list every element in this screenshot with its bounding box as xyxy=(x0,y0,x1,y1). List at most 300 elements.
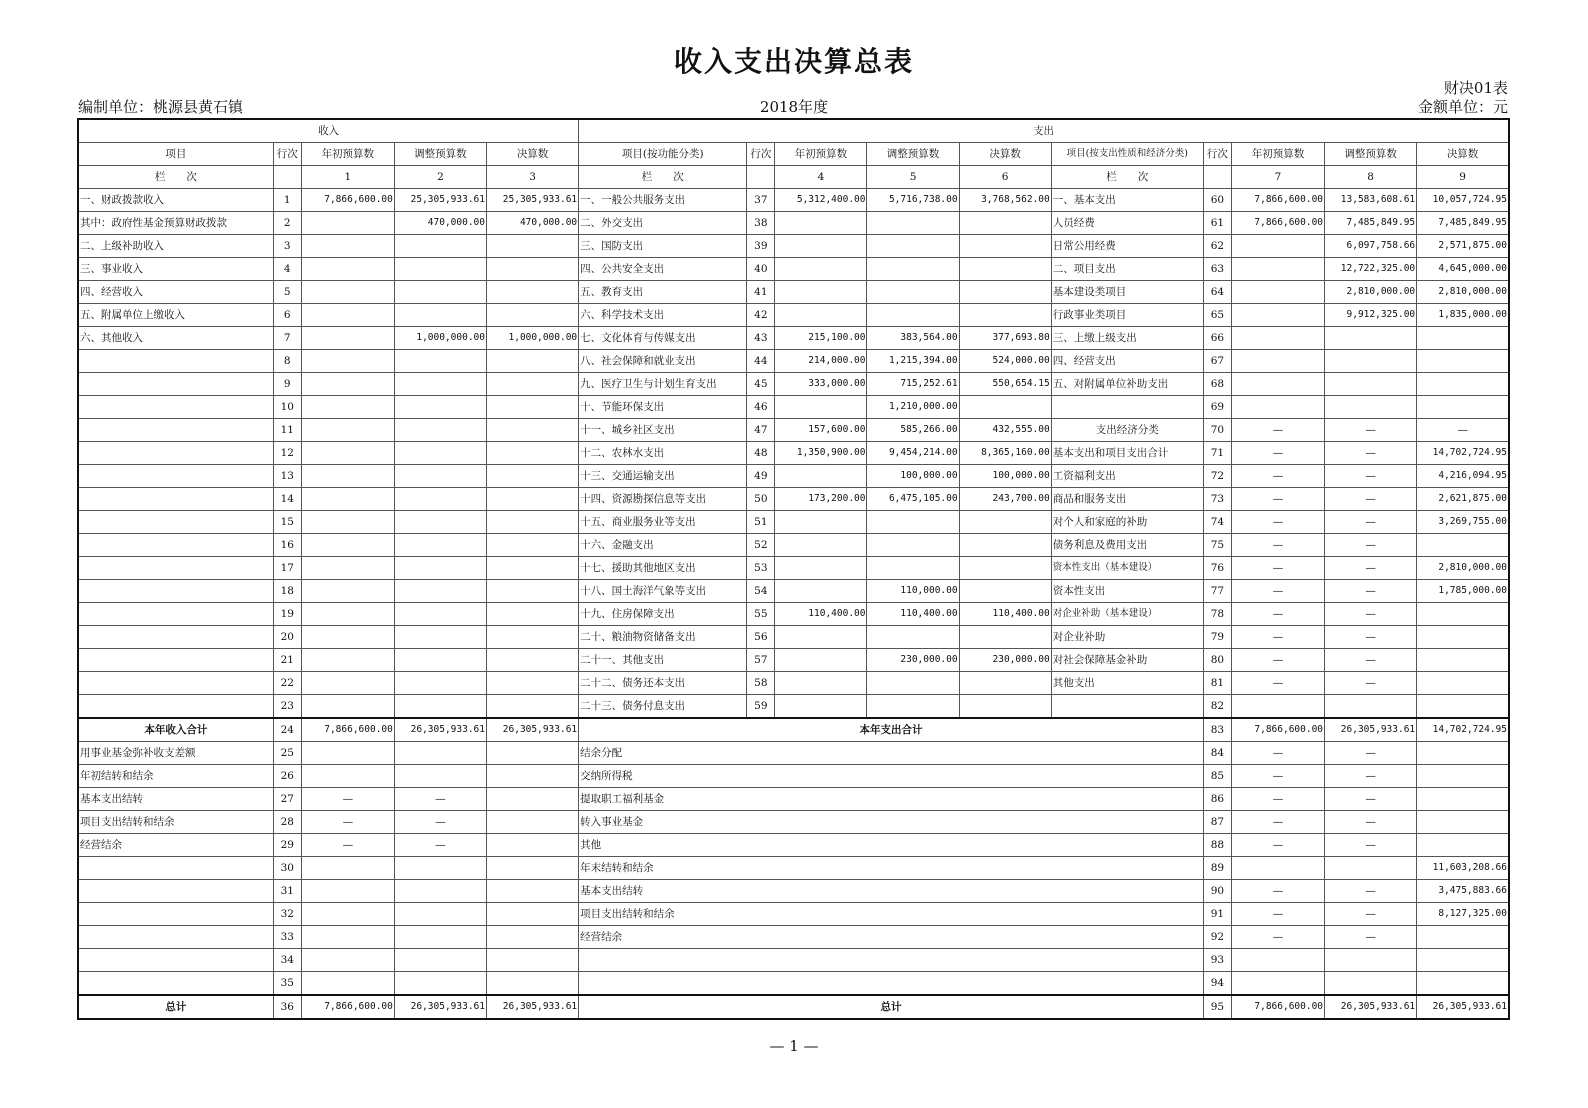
table-cell: 63 xyxy=(1203,258,1231,281)
table-cell xyxy=(486,511,578,534)
table-cell xyxy=(1325,695,1417,719)
table-cell: 2,621,875.00 xyxy=(1417,488,1509,511)
table-cell xyxy=(486,281,578,304)
table-cell xyxy=(78,373,273,396)
table-cell xyxy=(1231,396,1324,419)
table-row xyxy=(78,304,1509,327)
table-cell: 92 xyxy=(1203,926,1231,949)
table-cell: 47 xyxy=(747,419,775,442)
table-cell xyxy=(775,626,867,649)
table-cell xyxy=(394,534,486,557)
table-cell: 470,000.00 xyxy=(486,212,578,235)
table-cell: 45 xyxy=(747,373,775,396)
table-cell: — xyxy=(1231,880,1324,903)
table-cell: 32 xyxy=(273,903,301,926)
table-cell xyxy=(1325,949,1417,972)
table-cell: 四、经营支出 xyxy=(1051,350,1203,373)
table-row xyxy=(78,189,1509,212)
table-cell xyxy=(486,672,578,695)
table-cell: 15 xyxy=(273,511,301,534)
table-cell: 基本支出和项目支出合计 xyxy=(1051,442,1203,465)
table-cell xyxy=(394,603,486,626)
column-header: 调整预算数 xyxy=(867,143,959,166)
table-cell xyxy=(959,580,1051,603)
table-cell: 89 xyxy=(1203,857,1231,880)
table-cell xyxy=(301,903,394,926)
table-cell xyxy=(394,972,486,996)
table-cell xyxy=(394,903,486,926)
table-cell xyxy=(775,281,867,304)
page-number: — 1 — xyxy=(769,1037,819,1055)
table-cell: 本年收入合计 xyxy=(78,718,273,742)
table-cell xyxy=(486,419,578,442)
table-cell: — xyxy=(1231,603,1324,626)
table-cell: 14,702,724.95 xyxy=(1417,442,1509,465)
table-cell: 7,485,849.95 xyxy=(1417,212,1509,235)
table-cell: 29 xyxy=(273,834,301,857)
table-cell: 36 xyxy=(273,995,301,1019)
column-header: 决算数 xyxy=(486,143,578,166)
table-cell xyxy=(78,465,273,488)
table-cell: 其中：政府性基金预算财政拨款 xyxy=(78,212,273,235)
table-cell xyxy=(775,465,867,488)
table-cell: 结余分配 xyxy=(579,742,1204,765)
table-cell xyxy=(301,926,394,949)
form-number: 财决01表 xyxy=(1443,79,1508,97)
table-cell xyxy=(486,304,578,327)
column-index-cell: 3 xyxy=(486,166,578,189)
table-cell: 本年支出合计 xyxy=(579,718,1204,742)
table-cell xyxy=(301,765,394,788)
table-cell xyxy=(301,880,394,903)
table-cell xyxy=(1417,788,1509,811)
table-cell: 九、医疗卫生与计划生育支出 xyxy=(579,373,747,396)
fiscal-year: 2018年度 xyxy=(759,98,829,116)
table-cell: 215,100.00 xyxy=(775,327,867,350)
table-cell: 50 xyxy=(747,488,775,511)
table-cell xyxy=(78,603,273,626)
table-cell: 交纳所得税 xyxy=(579,765,1204,788)
table-cell: 21 xyxy=(273,649,301,672)
table-cell: — xyxy=(1325,442,1417,465)
table-cell xyxy=(1231,695,1324,719)
table-cell: — xyxy=(1231,465,1324,488)
table-cell: 4,216,094.95 xyxy=(1417,465,1509,488)
table-cell xyxy=(394,557,486,580)
table-cell xyxy=(1417,350,1509,373)
table-cell xyxy=(1325,396,1417,419)
table-cell xyxy=(775,304,867,327)
table-cell: 总计 xyxy=(78,995,273,1019)
table-cell: 10 xyxy=(273,396,301,419)
column-index-cell: 栏 次 xyxy=(78,166,273,189)
table-cell: 十五、商业服务业等支出 xyxy=(579,511,747,534)
table-cell: 8 xyxy=(273,350,301,373)
table-row xyxy=(78,834,1509,857)
table-cell xyxy=(301,488,394,511)
column-index-cell: 1 xyxy=(301,166,394,189)
table-cell: 十二、农林水支出 xyxy=(579,442,747,465)
table-cell xyxy=(1231,949,1324,972)
table-row xyxy=(78,672,1509,695)
table-cell: 对企业补助 xyxy=(1051,626,1203,649)
table-cell: 86 xyxy=(1203,788,1231,811)
table-cell: 经营结余 xyxy=(78,834,273,857)
table-row xyxy=(78,373,1509,396)
table-cell: — xyxy=(1231,903,1324,926)
table-row xyxy=(78,327,1509,350)
table-cell: 1,000,000.00 xyxy=(486,327,578,350)
table-cell: 470,000.00 xyxy=(394,212,486,235)
table-cell: 53 xyxy=(747,557,775,580)
table-cell xyxy=(1417,672,1509,695)
table-cell: 38 xyxy=(747,212,775,235)
table-cell: — xyxy=(1231,926,1324,949)
column-index-cell xyxy=(1203,166,1231,189)
table-cell xyxy=(1417,373,1509,396)
table-cell xyxy=(1231,258,1324,281)
table-cell xyxy=(1231,972,1324,996)
table-cell: — xyxy=(1325,834,1417,857)
table-cell xyxy=(486,442,578,465)
column-index-cell: 6 xyxy=(959,166,1051,189)
column-header: 调整预算数 xyxy=(394,143,486,166)
table-cell: 十九、住房保障支出 xyxy=(579,603,747,626)
table-cell: 33 xyxy=(273,926,301,949)
table-cell: 84 xyxy=(1203,742,1231,765)
table-cell xyxy=(486,580,578,603)
table-cell: — xyxy=(394,834,486,857)
table-cell: — xyxy=(1325,626,1417,649)
table-row xyxy=(78,603,1509,626)
table-cell xyxy=(959,511,1051,534)
table-cell: 81 xyxy=(1203,672,1231,695)
table-cell xyxy=(959,626,1051,649)
column-header: 年初预算数 xyxy=(1231,143,1324,166)
table-cell: 12,722,325.00 xyxy=(1325,258,1417,281)
table-cell xyxy=(78,580,273,603)
table-cell: 57 xyxy=(747,649,775,672)
table-cell: — xyxy=(1325,603,1417,626)
table-cell xyxy=(775,649,867,672)
table-cell: 28 xyxy=(273,811,301,834)
table-cell: 43 xyxy=(747,327,775,350)
table-cell xyxy=(78,972,273,996)
table-cell: 48 xyxy=(747,442,775,465)
table-cell: — xyxy=(1231,488,1324,511)
table-cell: 1,210,000.00 xyxy=(867,396,959,419)
table-cell: — xyxy=(1325,672,1417,695)
table-cell: 24 xyxy=(273,718,301,742)
table-cell: 一、财政拨款收入 xyxy=(78,189,273,212)
table-cell xyxy=(394,880,486,903)
table-cell xyxy=(78,949,273,972)
table-cell: 39 xyxy=(747,235,775,258)
table-cell xyxy=(394,419,486,442)
reporting-unit: 编制单位：桃源县黄石镇 xyxy=(78,98,244,116)
table-cell xyxy=(78,419,273,442)
table-cell: — xyxy=(394,811,486,834)
table-cell xyxy=(301,511,394,534)
table-cell: 经营结余 xyxy=(579,926,1204,949)
table-cell: 6,475,105.00 xyxy=(867,488,959,511)
table-cell: — xyxy=(1231,534,1324,557)
table-cell xyxy=(301,557,394,580)
table-cell xyxy=(1051,396,1203,419)
column-header: 年初预算数 xyxy=(301,143,394,166)
table-cell: 2,571,875.00 xyxy=(1417,235,1509,258)
table-row xyxy=(78,580,1509,603)
table-cell: 十六、金融支出 xyxy=(579,534,747,557)
table-cell xyxy=(1325,857,1417,880)
table-cell xyxy=(1231,235,1324,258)
table-cell xyxy=(486,695,578,719)
table-cell xyxy=(301,695,394,719)
table-cell: 78 xyxy=(1203,603,1231,626)
table-cell xyxy=(959,258,1051,281)
table-cell: 9,912,325.00 xyxy=(1325,304,1417,327)
table-cell: 55 xyxy=(747,603,775,626)
table-cell: 93 xyxy=(1203,949,1231,972)
table-cell: 56 xyxy=(747,626,775,649)
table-row xyxy=(78,857,1509,880)
column-index-cell: 5 xyxy=(867,166,959,189)
table-cell: 1,785,000.00 xyxy=(1417,580,1509,603)
table-cell xyxy=(1417,972,1509,996)
table-cell: 61 xyxy=(1203,212,1231,235)
table-cell xyxy=(78,880,273,903)
table-cell xyxy=(867,235,959,258)
column-header: 行次 xyxy=(747,143,775,166)
table-cell xyxy=(394,373,486,396)
table-row xyxy=(78,419,1509,442)
table-cell: 对社会保障基金补助 xyxy=(1051,649,1203,672)
table-cell: 总计 xyxy=(579,995,1204,1019)
table-cell: 7,866,600.00 xyxy=(1231,995,1324,1019)
table-cell xyxy=(775,212,867,235)
table-cell: 1,835,000.00 xyxy=(1417,304,1509,327)
table-cell: 7,866,600.00 xyxy=(1231,718,1324,742)
table-row xyxy=(78,465,1509,488)
table-cell: 69 xyxy=(1203,396,1231,419)
table-cell xyxy=(394,396,486,419)
table-cell: 四、公共安全支出 xyxy=(579,258,747,281)
table-cell xyxy=(486,258,578,281)
table-cell: 66 xyxy=(1203,327,1231,350)
table-cell xyxy=(394,765,486,788)
table-cell: 3 xyxy=(273,235,301,258)
table-cell: — xyxy=(1231,765,1324,788)
table-cell: 550,654.15 xyxy=(959,373,1051,396)
amount-unit: 金额单位：元 xyxy=(1417,98,1508,116)
table-cell: 十、节能环保支出 xyxy=(579,396,747,419)
table-cell: 230,000.00 xyxy=(867,649,959,672)
table-cell xyxy=(78,649,273,672)
table-cell xyxy=(1231,350,1324,373)
table-cell xyxy=(394,695,486,719)
table-cell: 95 xyxy=(1203,995,1231,1019)
table-cell xyxy=(301,672,394,695)
table-cell xyxy=(394,465,486,488)
table-cell: 91 xyxy=(1203,903,1231,926)
table-cell: 110,400.00 xyxy=(775,603,867,626)
table-cell xyxy=(78,511,273,534)
table-cell xyxy=(1325,373,1417,396)
table-cell: 73 xyxy=(1203,488,1231,511)
table-cell: 2,810,000.00 xyxy=(1325,281,1417,304)
table-cell: 26,305,933.61 xyxy=(1325,995,1417,1019)
table-cell xyxy=(78,903,273,926)
table-cell xyxy=(1417,327,1509,350)
table-cell xyxy=(486,534,578,557)
table-cell: 9,454,214.00 xyxy=(867,442,959,465)
table-cell: 58 xyxy=(747,672,775,695)
table-cell: 3,269,755.00 xyxy=(1417,511,1509,534)
table-cell xyxy=(775,695,867,719)
column-header: 行次 xyxy=(1203,143,1231,166)
table-cell xyxy=(1231,327,1324,350)
table-cell xyxy=(1231,373,1324,396)
table-cell: — xyxy=(1325,649,1417,672)
table-cell: 基本支出结转 xyxy=(78,788,273,811)
table-cell xyxy=(486,857,578,880)
table-cell xyxy=(867,626,959,649)
table-cell xyxy=(1231,304,1324,327)
table-cell: — xyxy=(1231,626,1324,649)
table-cell xyxy=(394,857,486,880)
table-cell xyxy=(959,557,1051,580)
table-cell xyxy=(867,534,959,557)
table-cell: 77 xyxy=(1203,580,1231,603)
table-cell: 41 xyxy=(747,281,775,304)
table-cell: 100,000.00 xyxy=(867,465,959,488)
table-cell: 年末结转和结余 xyxy=(579,857,1204,880)
table-cell: 二十、粮油物资储备支出 xyxy=(579,626,747,649)
table-cell xyxy=(867,258,959,281)
table-row xyxy=(78,626,1509,649)
table-cell: 94 xyxy=(1203,972,1231,996)
table-cell: — xyxy=(1231,511,1324,534)
table-cell: 7,866,600.00 xyxy=(301,718,394,742)
table-cell xyxy=(486,765,578,788)
table-cell: 75 xyxy=(1203,534,1231,557)
table-cell xyxy=(1325,972,1417,996)
table-row xyxy=(78,788,1509,811)
table-cell xyxy=(301,465,394,488)
table-cell: 26,305,933.61 xyxy=(486,995,578,1019)
budget-summary-table xyxy=(77,118,1510,1020)
table-cell: 173,200.00 xyxy=(775,488,867,511)
table-cell: — xyxy=(1417,419,1509,442)
table-cell: 三、上缴上级支出 xyxy=(1051,327,1203,350)
table-cell: 对企业补助（基本建设） xyxy=(1051,603,1203,626)
table-cell: 26 xyxy=(273,765,301,788)
column-header: 行次 xyxy=(273,143,301,166)
table-cell: 其他支出 xyxy=(1051,672,1203,695)
table-cell xyxy=(394,350,486,373)
table-cell: — xyxy=(1231,788,1324,811)
table-cell: — xyxy=(1325,419,1417,442)
table-cell: 54 xyxy=(747,580,775,603)
table-cell xyxy=(78,857,273,880)
table-cell: 524,000.00 xyxy=(959,350,1051,373)
table-cell: 40 xyxy=(747,258,775,281)
table-cell xyxy=(486,649,578,672)
table-row xyxy=(78,442,1509,465)
table-cell: 对个人和家庭的补助 xyxy=(1051,511,1203,534)
table-cell xyxy=(486,972,578,996)
table-cell: — xyxy=(1325,926,1417,949)
table-cell xyxy=(301,857,394,880)
table-cell: 其他 xyxy=(579,834,1204,857)
table-row xyxy=(78,880,1509,903)
table-cell: 3,768,562.00 xyxy=(959,189,1051,212)
table-cell: 11,603,208.66 xyxy=(1417,857,1509,880)
table-cell xyxy=(78,695,273,719)
table-cell: 资本性支出（基本建设） xyxy=(1051,557,1203,580)
table-cell: 五、教育支出 xyxy=(579,281,747,304)
table-cell xyxy=(959,396,1051,419)
page-title: 收入支出决算总表 xyxy=(673,45,914,78)
table-cell: 60 xyxy=(1203,189,1231,212)
table-cell xyxy=(1417,626,1509,649)
table-cell xyxy=(394,235,486,258)
table-row xyxy=(78,258,1509,281)
table-cell xyxy=(78,626,273,649)
table-cell: — xyxy=(1231,834,1324,857)
table-cell xyxy=(301,350,394,373)
table-cell xyxy=(1325,327,1417,350)
table-cell: 十三、交通运输支出 xyxy=(579,465,747,488)
table-cell: 44 xyxy=(747,350,775,373)
table-cell xyxy=(1417,765,1509,788)
table-cell: 六、科学技术支出 xyxy=(579,304,747,327)
table-cell xyxy=(867,281,959,304)
table-row xyxy=(78,350,1509,373)
table-cell xyxy=(486,488,578,511)
table-cell: — xyxy=(1325,811,1417,834)
table-cell: 100,000.00 xyxy=(959,465,1051,488)
table-row xyxy=(78,212,1509,235)
table-cell xyxy=(486,626,578,649)
table-cell: 6,097,758.66 xyxy=(1325,235,1417,258)
table-cell: 18 xyxy=(273,580,301,603)
table-cell: 七、文化体育与传媒支出 xyxy=(579,327,747,350)
column-header: 调整预算数 xyxy=(1325,143,1417,166)
table-cell: 五、对附属单位补助支出 xyxy=(1051,373,1203,396)
table-cell xyxy=(301,419,394,442)
table-cell: — xyxy=(1325,742,1417,765)
table-cell xyxy=(775,396,867,419)
table-row xyxy=(78,695,1509,719)
table-cell xyxy=(394,742,486,765)
table-cell xyxy=(486,603,578,626)
column-index-cell xyxy=(273,166,301,189)
table-cell xyxy=(486,465,578,488)
table-cell xyxy=(867,511,959,534)
table-cell: 35 xyxy=(273,972,301,996)
table-cell: 14 xyxy=(273,488,301,511)
table-cell: — xyxy=(1231,419,1324,442)
table-cell: — xyxy=(1325,511,1417,534)
table-cell xyxy=(394,304,486,327)
table-cell: 67 xyxy=(1203,350,1231,373)
table-cell: 157,600.00 xyxy=(775,419,867,442)
table-cell: — xyxy=(1231,811,1324,834)
table-cell xyxy=(301,235,394,258)
table-cell: 71 xyxy=(1203,442,1231,465)
table-cell xyxy=(486,880,578,903)
